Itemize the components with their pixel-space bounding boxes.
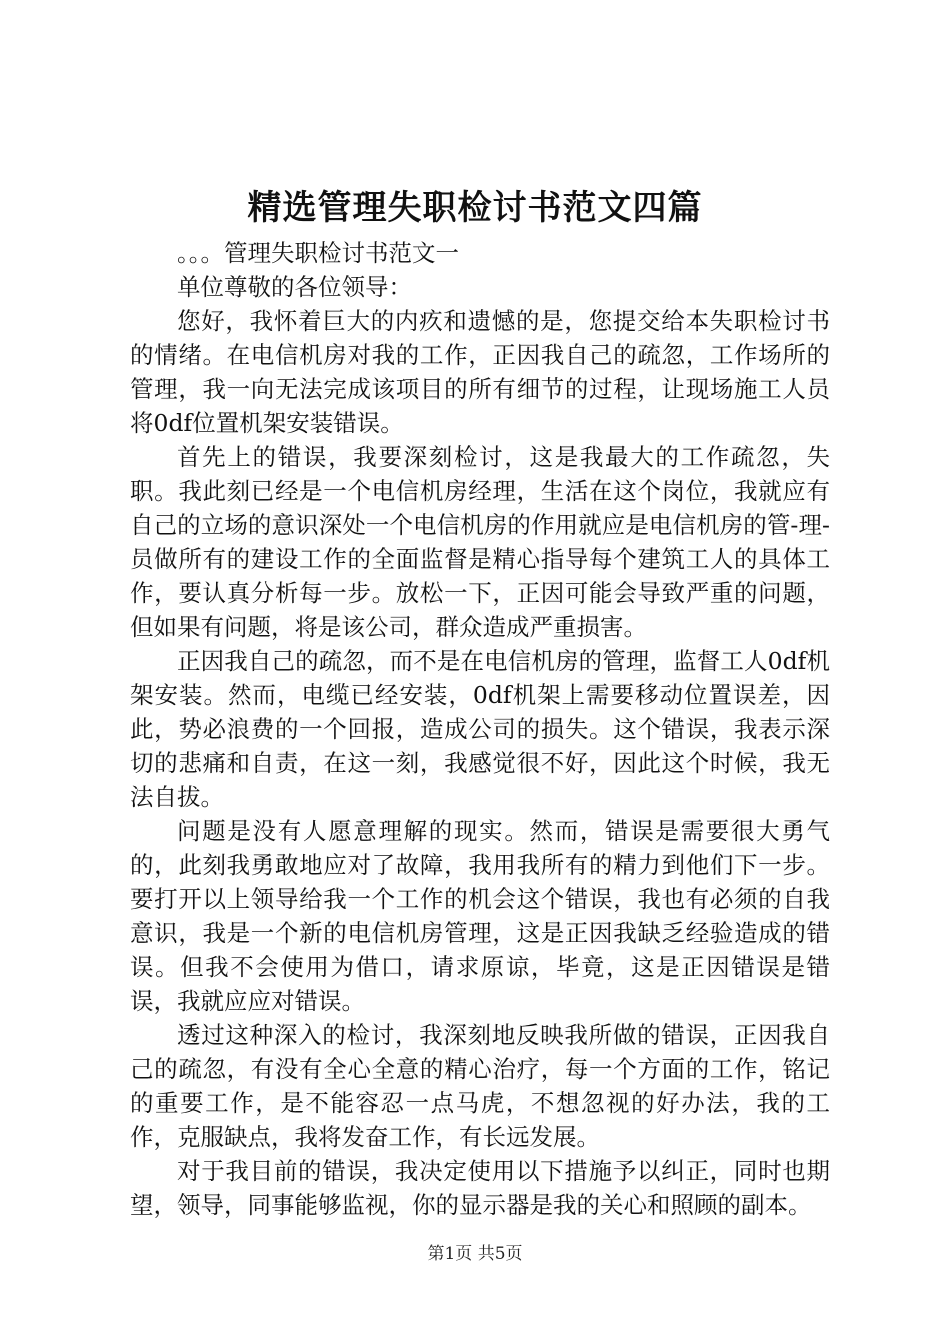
paragraph: 首先上的错误，我要深刻检讨，这是我最大的工作疏忽，失职。我此刻已经是一个电信机房经理，生活在这个岗位，我就应有自己的立场的意识深处一个电信机房的作用就应是电信机房的管-理-员做所有的建设工作的全面监督是精心指导每个建筑工人的具体工作，要认真分析每一步。放松一下，正因可能会导致严重的问题，但如果有问题，将是该公司，群众造成严重损害。 [130, 443, 830, 641]
paragraph: 透过这种深入的检讨，我深刻地反映我所做的错误，正因我自己的疏忽，有没有全心全意的精心治疗，每一个方面的工作，铭记的重要工作，是不能容忍一点马虎，不想忽视的好办法，我的工作，克服缺点，我将发奋工作，有长远发展。 [130, 1021, 830, 1151]
paragraph: 问题是没有人愿意理解的现实。然而，错误是需要很大勇气的，此刻我勇敢地应对了故障，我用我所有的精力到他们下一步。要打开以上领导给我一个工作的机会这个错误，我也有必须的自我意识，我是一个新的电信机房管理，这是正因我缺乏经验造成的错误。但我不会使用为借口，请求原谅，毕竟，这是正因错误是错误，我就应应对错误。 [130, 817, 830, 1015]
page-number-footer: 第1页 共5页 [427, 1244, 523, 1264]
paragraph: 对于我目前的错误，我决定使用以下措施予以纠正，同时也期望，领导，同事能够监视，你的显示器是我的关心和照顾的副本。 [130, 1157, 830, 1219]
paragraph: 单位尊敬的各位领导： [177, 273, 412, 301]
paragraph: 。。。管理失职检讨书范文一 [177, 239, 459, 267]
paragraph: 正因我自己的疏忽，而不是在电信机房的管理，监督工人0df机架安装。然而，电缆已经安装，0df机架上需要移动位置误差，因此，势必浪费的一个回报，造成公司的损失。这个错误，我表示深切的悲痛和自责，在这一刻，我感觉很不好，因此这个时候，我无法自拔。 [130, 647, 830, 811]
paragraph: 您好，我怀着巨大的内疚和遗憾的是，您提交给本失职检讨书的情绪。在电信机房对我的工作，正因我自己的疏忽，工作场所的管理，我一向无法完成该项目的所有细节的过程，让现场施工人员将0df位置机架安装错误。 [130, 307, 830, 437]
document-body [130, 236, 830, 1222]
document-title: 精选管理失职检讨书范文四篇 [247, 188, 703, 228]
